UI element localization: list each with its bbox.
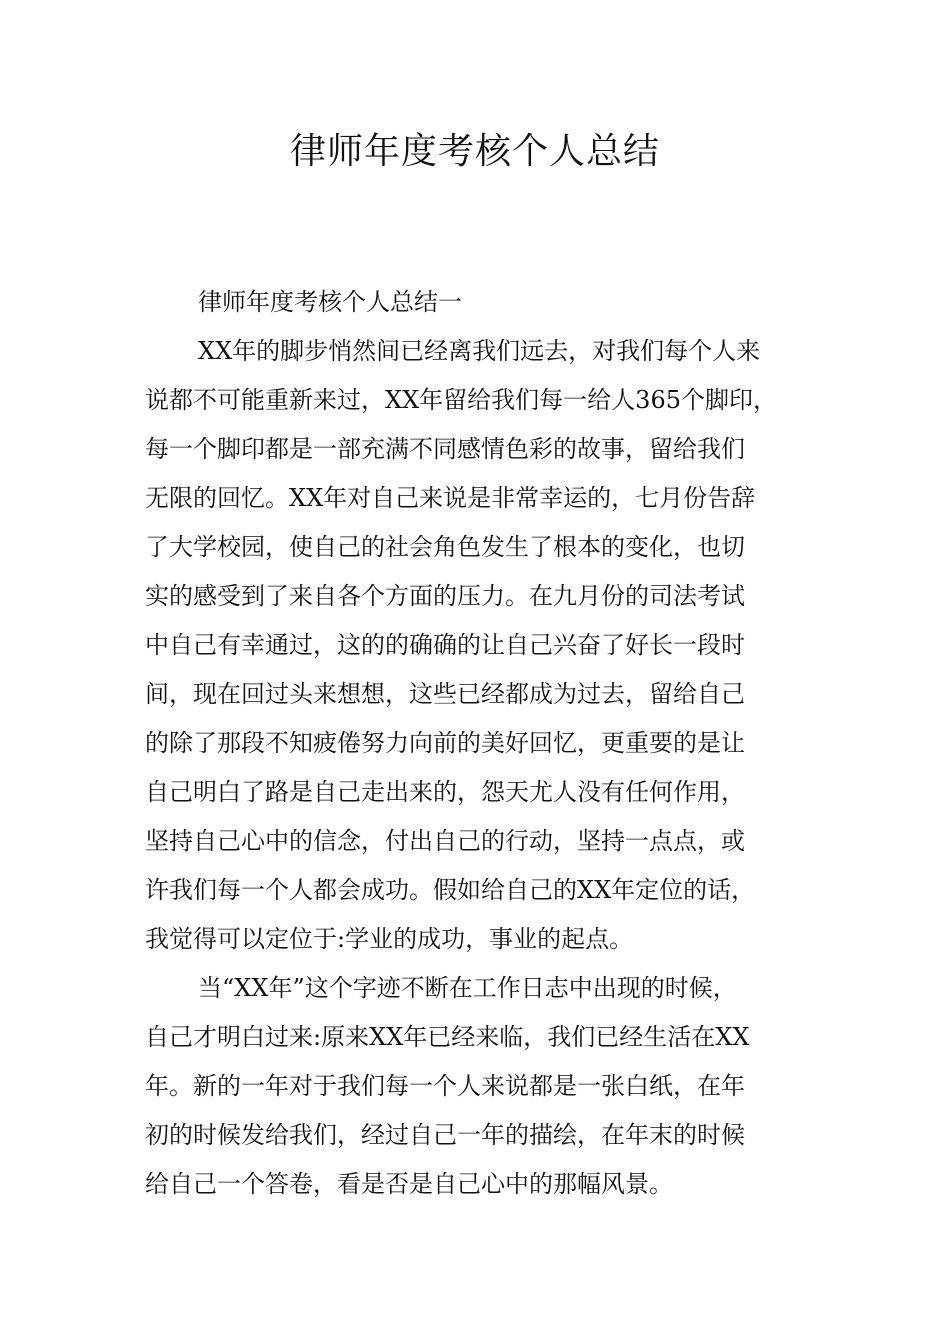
paragraph-line: 了大学校园，使自己的社会角色发生了根本的变化，也切: [145, 533, 745, 561]
paragraph-line: 实的感受到了来自各个方面的压力。在九月份的司法考试: [145, 582, 745, 610]
paragraph-line: 当“XX年”这个字迹不断在工作日志中出现的时候，: [198, 974, 737, 1002]
paragraph-line: 无限的回忆。XX年对自己来说是非常幸运的，七月份告辞: [145, 484, 756, 512]
paragraph-line: 许我们每一个人都会成功。假如给自己的XX年定位的话，: [145, 876, 756, 904]
document-title: 律师年度考核个人总结: [289, 131, 660, 172]
paragraph-line: 说都不可能重新来过，XX年留给我们每一给人365个脚印，: [145, 386, 777, 414]
document-body: [145, 278, 820, 1209]
paragraph-line: 每一个脚印都是一部充满不同感情色彩的故事，留给我们: [145, 435, 745, 463]
paragraph-line: 自己才明白过来:原来XX年已经来临，我们已经生活在XX: [145, 1023, 750, 1051]
paragraph-line: 的除了那段不知疲倦努力向前的美好回忆，更重要的是让: [145, 729, 745, 757]
paragraph-line: XX年的脚步悄然间已经离我们远去，对我们每个人来: [198, 337, 761, 365]
paragraph-line: 初的时候发给我们，经过自己一年的描绘，在年末的时候: [145, 1121, 745, 1149]
paragraph-line: 我觉得可以定位于:学业的成功，事业的起点。: [145, 925, 634, 953]
paragraph-line: 中自己有幸通过，这的的确确的让自己兴奋了好长一段时: [145, 631, 745, 659]
paragraph-line: 年。新的一年对于我们每一个人来说都是一张白纸，在年: [145, 1072, 745, 1100]
paragraph-line: 间，现在回过头来想想，这些已经都成为过去，留给自己: [145, 680, 745, 708]
section-heading: 律师年度考核个人总结一: [198, 288, 462, 316]
paragraph-line: 给自己一个答卷，看是否是自己心中的那幅风景。: [145, 1170, 673, 1198]
paragraph-line: 自己明白了路是自己走出来的，怨天尤人没有任何作用，: [145, 778, 745, 806]
paragraph-line: 坚持自己心中的信念，付出自己的行动，坚持一点点，或: [145, 827, 745, 855]
